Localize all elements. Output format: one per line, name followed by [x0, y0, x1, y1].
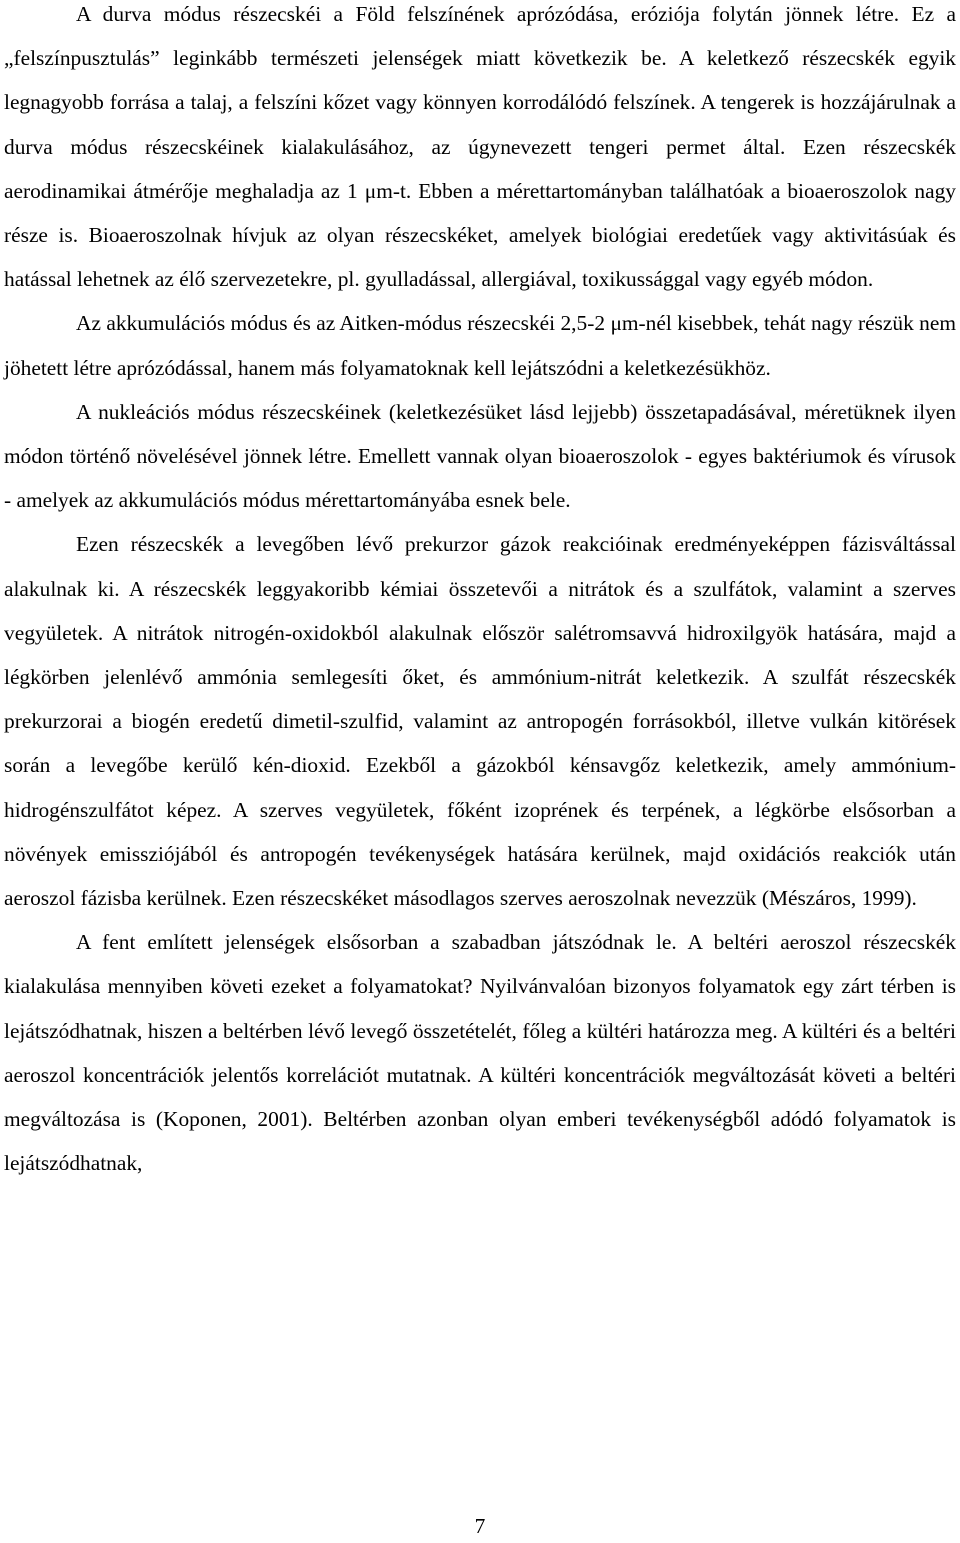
page-number: 7 [474, 1514, 486, 1538]
paragraph-nucleation-mode: A nukleációs módus részecskéinek (keletkezésüket lásd lejjebb) összetapadásával, méretüknek ilyen módon történő növelésével jönnek létre. Emellett vannak olyan bioaeroszolok - egyes baktériumok és vírusok - amelyek az akkumulációs módus mérettartományába esnek bele. [4, 399, 956, 513]
paragraph-precursor-gases: Ezen részecskék a levegőben lévő prekurzor gázok reakcióinak eredményeképpen fázisváltással alakulnak ki. A részecskék leggyakoribb kémiai összetevői a nitrátok és a szulfátok, valamint a szerves vegyületek. A nitrátok nitrogén-oxidokból alakulnak először salétromsavvá hidroxilgyök hatására, majd a légkörben jelenlévő ammónia semlegesíti őket, és ammónium-nitrát keletkezik. A szulfát részecskék prekurzorai a biogén eredetű dimetil-szulfid, valamint az antropogén forrásokból, illetve vulkán kitörések során a levegőbe kerülő kén-dioxid. Ezekből a gázokból kénsavgőz keletkezik, amely ammónium-hidrogénszulfátot képez. A szerves vegyületek, főként izoprének és terpének, a légkörbe elsősorban a növények emissziójából és antropogén tevékenységek hatására kerülnek, majd oxidációs reakciók után aeroszol fázisba kerülnek. Ezen részecskéket másodlagos szerves aeroszolnak nevezzük (Mészáros, 1999). [4, 532, 956, 911]
document-page [4, 0, 956, 1185]
paragraph-coarse-mode: A durva módus részecskéi a Föld felszínének aprózódása, eróziója folytán jönnek létre. Ez a „felszínpusztulás” leginkább természeti jelenségek miatt következik be. A keletkező részecskék egyik legnagyobb forrása a talaj, a felszíni kőzet vagy könnyen korrodálódó felszínek. A tengerek is hozzájárulnak a durva módus részecskéinek kialakulásához, az úgynevezett tengeri permet által. Ezen részecskék aerodinamikai átmérője meghaladja az 1 μm-t. Ebben a mérettartományban találhatóak a bioaeroszolok nagy része is. Bioaeroszolnak hívjuk az olyan részecskéket, amelyek biológiai eredetűek vagy aktivitásúak és hatással lehetnek az élő szervezetekre, pl. gyulladással, allergiával, toxikussággal vagy egyéb módon. [4, 2, 956, 292]
paragraph-indoor-aerosol: A fent említett jelenségek elsősorban a szabadban játszódnak le. A beltéri aeroszol részecskék kialakulása mennyiben követi ezeket a folyamatokat? Nyilvánvalóan bizonyos folyamatok egy zárt térben is lejátszódhatnak, hiszen a beltérben lévő levegő összetételét, főleg a kültéri határozza meg. A kültéri és a beltéri aeroszol koncentrációk jelentős korrelációt mutatnak. A kültéri koncentrációk megváltozását követi a beltéri megváltozása is (Koponen, 2001). Beltérben azonban olyan emberi tevékenységből adódó folyamatok is lejátszódhatnak, [4, 930, 956, 1176]
paragraph-accumulation-mode: Az akkumulációs módus és az Aitken-módus részecskéi 2,5-2 μm-nél kisebbek, tehát nagy részük nem jöhetett létre aprózódással, hanem más folyamatoknak kell lejátszódni a keletkezésükhöz. [4, 311, 956, 380]
